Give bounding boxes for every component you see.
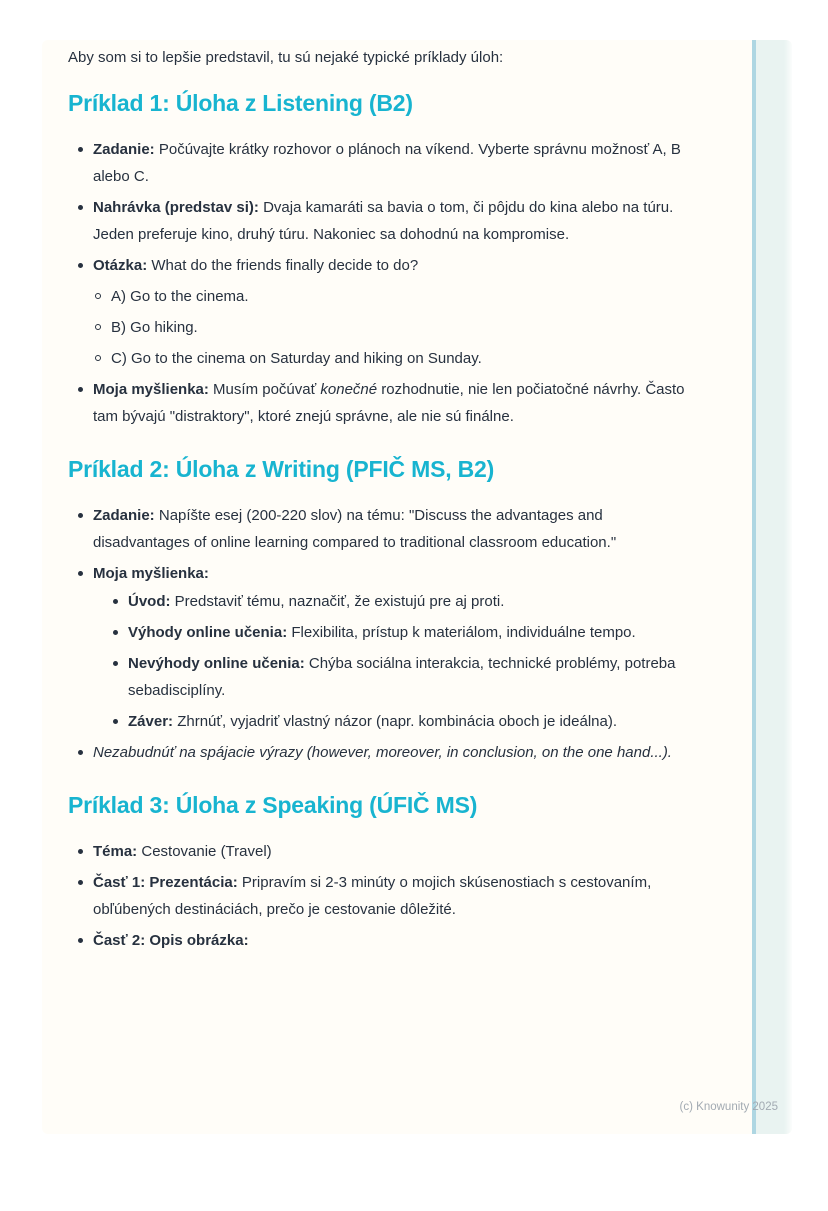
intro-paragraph: Aby som si to lepšie predstavil, tu sú nejaké typické príklady úloh:: [68, 49, 504, 66]
page-content: [42, 40, 792, 974]
list-item: [68, 739, 696, 766]
list-item-text: Záver: Zhrnúť, vyjadriť vlastný názor (napr. kombinácia oboch je ideálna).: [128, 713, 618, 730]
list-item: [68, 708, 696, 735]
list-item-text: Výhody online učenia: Flexibilita, prístup k materiálom, individuálne tempo.: [128, 624, 636, 641]
list-item-text: Úvod: Predstaviť tému, naznačiť, že existujú pre aj proti.: [128, 593, 505, 610]
section-heading: Príklad 3: Úloha z Speaking (ÚFIČ MS): [68, 792, 478, 818]
sections-container: [68, 88, 696, 954]
list-item-text: Otázka: What do the friends finally decide to do?: [93, 257, 419, 274]
list-item: [68, 194, 696, 248]
list-item: [68, 869, 696, 923]
list-item-text: Moja myšlienka:: [93, 565, 209, 582]
copyright-watermark: (c) Knowunity 2025: [679, 1101, 778, 1113]
list-item-text: Zadanie: Počúvajte krátky rozhovor o plánoch na víkend. Vyberte správnu možnosť A, B alebo C.: [93, 141, 681, 185]
bullet-icon: [78, 571, 83, 576]
list-item-text: Časť 1: Prezentácia: Pripravím si 2-3 minúty o mojich skúsenostiach s cestovaním, obľúbených destináciách, prečo je cestovanie dôležité.: [93, 874, 652, 918]
list-item-text: Nahrávka (predstav si): Dvaja kamaráti sa bavia o tom, či pôjdu do kina alebo na túru. Jeden preferuje kino, druhý túru. Nakoniec sa dohodnú na kompromise.: [93, 199, 674, 243]
list-item-text: C) Go to the cinema on Saturday and hiking on Sunday.: [111, 350, 482, 367]
list-item: [68, 136, 696, 190]
list-item-text: Téma: Cestovanie (Travel): [93, 843, 272, 860]
bullet-icon: [78, 263, 83, 268]
circle-bullet-icon: [95, 293, 101, 299]
list-item: [68, 345, 696, 372]
bullet-icon: [78, 513, 83, 518]
document-page: [42, 40, 792, 1134]
list-item-text: Zadanie: Napíšte esej (200-220 slov) na tému: "Discuss the advantages and disadvantages of online learning compared to traditional classroom education.": [93, 507, 617, 551]
list-item: [68, 283, 696, 310]
list-item-text: Časť 2: Opis obrázka:: [93, 932, 249, 949]
list-item: [68, 502, 696, 556]
bullet-icon: [78, 750, 83, 755]
bullet-icon: [78, 147, 83, 152]
bullet-icon: [78, 880, 83, 885]
bullet-icon: [78, 387, 83, 392]
circle-bullet-icon: [95, 324, 101, 330]
list-item-text: A) Go to the cinema.: [111, 288, 249, 305]
bullet-icon: [113, 599, 118, 604]
list-item-text: Nevýhody online učenia: Chýba sociálna interakcia, technické problémy, potreba sebadisciplíny.: [128, 655, 676, 699]
circle-bullet-icon: [95, 355, 101, 361]
bullet-icon: [78, 938, 83, 943]
list-item: [68, 838, 696, 865]
list-item: [68, 376, 696, 430]
list-item: [68, 252, 696, 279]
bullet-icon: [113, 719, 118, 724]
list-item-text: Moja myšlienka: Musím počúvať konečné rozhodnutie, nie len počiatočné návrhy. Často tam bývajú "distraktory", ktoré znejú správne, ale nie sú finálne.: [93, 381, 685, 425]
list-item: [68, 927, 696, 954]
list-item: [68, 314, 696, 341]
bullet-icon: [78, 849, 83, 854]
list-item: [68, 619, 696, 646]
list-item: [68, 588, 696, 615]
bullet-icon: [78, 205, 83, 210]
list-item: [68, 560, 696, 587]
bullet-icon: [113, 630, 118, 635]
list-item-text: B) Go hiking.: [111, 319, 198, 336]
list-item: [68, 650, 696, 704]
section-heading: Príklad 1: Úloha z Listening (B2): [68, 90, 413, 116]
list-item-text: Nezabudnúť na spájacie výrazy (however, moreover, in conclusion, on the one hand...).: [93, 744, 672, 761]
bullet-icon: [113, 661, 118, 666]
section-heading: Príklad 2: Úloha z Writing (PFIČ MS, B2): [68, 456, 495, 482]
